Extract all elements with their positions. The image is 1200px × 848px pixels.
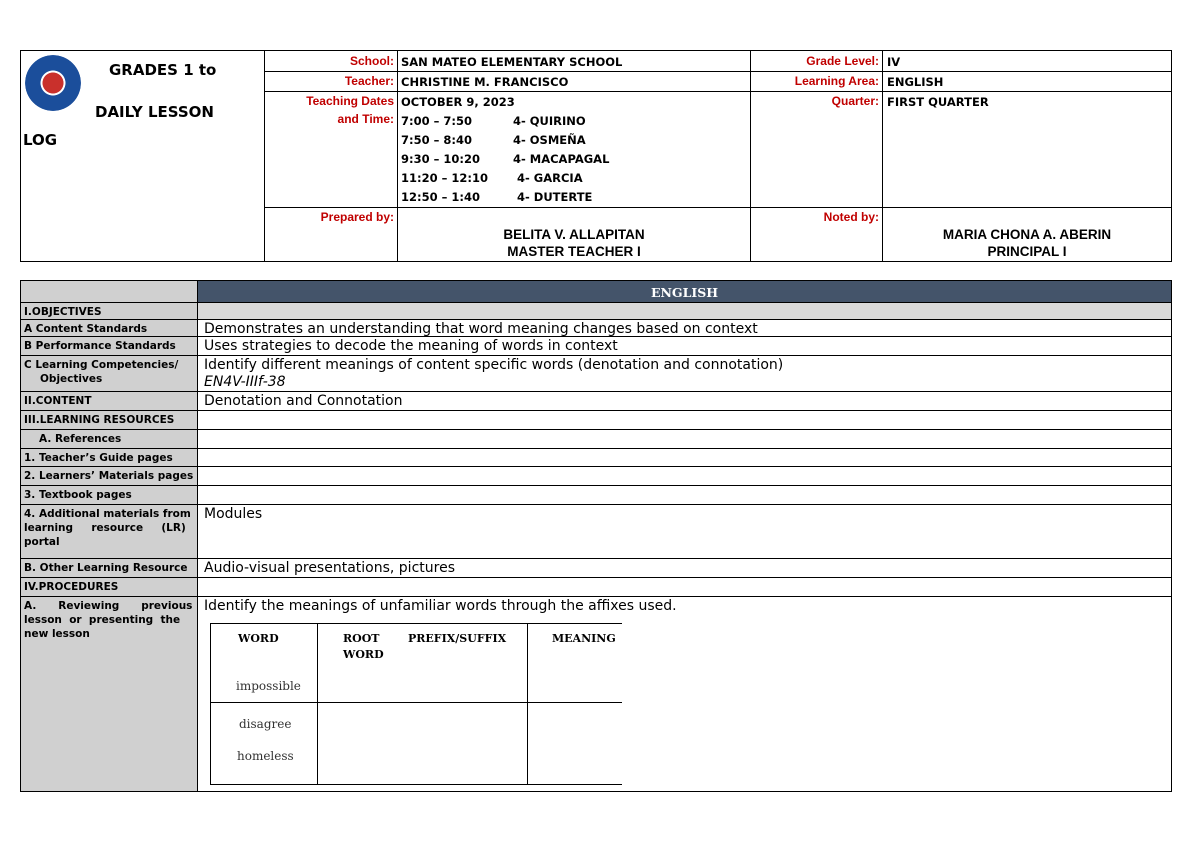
table-row xyxy=(20,303,1172,320)
row-label-line: new lesson xyxy=(24,628,90,640)
affix-word: impossible xyxy=(236,679,301,693)
lesson-table xyxy=(20,280,1172,763)
table-row xyxy=(20,578,1172,597)
teaching-dates-label: Teaching Dates xyxy=(306,94,394,108)
table-row xyxy=(20,337,1172,356)
learning-area-value: ENGLISH xyxy=(887,75,944,89)
dll-title: DAILY LESSON xyxy=(95,103,214,121)
row-label-line: 4. Additional materials from xyxy=(24,508,191,520)
table-row xyxy=(20,467,1172,486)
row-label: 1. Teacher’s Guide pages xyxy=(20,449,198,466)
row-value: Identify the meanings of unfamiliar words through the affixes used. xyxy=(198,597,1172,791)
schedule-time: 12:50 – 1:40 xyxy=(401,190,480,204)
competency-text: Identify different meanings of content specific words (denotation and connotation) xyxy=(204,357,784,373)
affix-table xyxy=(210,623,622,785)
noted-signature xyxy=(883,226,1171,260)
row-value: Uses strategies to decode the meaning of words in context xyxy=(198,337,1172,355)
row-value: Audio-visual presentations, pictures xyxy=(198,559,1172,577)
row-label: B Performance Standards xyxy=(20,337,198,355)
schedule-section: 4- MACAPAGAL xyxy=(513,152,610,166)
table-row xyxy=(20,320,1172,337)
header-word: WORD xyxy=(238,632,279,645)
divider xyxy=(210,702,622,703)
divider xyxy=(264,207,1171,208)
grades-title: GRADES 1 to xyxy=(109,61,217,79)
grade-level-value: IV xyxy=(887,55,901,69)
row-label: 3. Textbook pages xyxy=(20,486,198,504)
row-label xyxy=(20,281,198,302)
learning-area-label: Learning Area: xyxy=(794,74,879,88)
row-value: Modules xyxy=(198,505,1172,558)
table-row xyxy=(20,505,1172,559)
row-value xyxy=(198,486,1172,504)
row-value xyxy=(198,411,1172,429)
divider xyxy=(527,623,528,785)
subject-header: ENGLISH xyxy=(198,281,1172,302)
row-label: I.OBJECTIVES xyxy=(20,303,198,319)
row-label-line: C Learning Competencies/ xyxy=(24,359,179,371)
row-value xyxy=(198,467,1172,485)
header-table xyxy=(20,50,1172,262)
table-row xyxy=(20,411,1172,430)
row-label-line: A. Reviewing previous xyxy=(24,600,193,612)
noted-name: MARIA CHONA A. ABERIN xyxy=(942,227,1112,242)
row-value xyxy=(198,578,1172,596)
row-label-line: portal xyxy=(24,536,60,548)
table-row xyxy=(20,281,1172,303)
row-label-line: Objectives xyxy=(40,373,103,385)
table-row xyxy=(20,430,1172,449)
teacher-label: Teacher: xyxy=(344,74,394,88)
table-row xyxy=(20,356,1172,392)
divider xyxy=(750,51,751,261)
school-value: SAN MATEO ELEMENTARY SCHOOL xyxy=(401,55,623,69)
row-value xyxy=(198,303,1172,319)
row-label: A. References xyxy=(20,430,198,448)
schedule-section: 4- QUIRINO xyxy=(513,114,586,128)
divider xyxy=(264,71,1171,72)
header-meaning: MEANING xyxy=(552,632,616,645)
row-value: Demonstrates an understanding that word meaning changes based on context xyxy=(198,320,1172,336)
row-label xyxy=(20,505,198,558)
row-label-line: lesson or presenting the xyxy=(24,614,181,626)
schedule-time: 7:00 – 7:50 xyxy=(401,114,472,128)
table-row xyxy=(20,392,1172,411)
prepared-name: BELITA V. ALLAPITAN xyxy=(503,227,645,242)
row-label: III.LEARNING RESOURCES xyxy=(20,411,198,429)
row-value xyxy=(198,449,1172,466)
header-root: ROOT xyxy=(343,632,380,645)
divider xyxy=(317,623,318,785)
divider xyxy=(264,91,1171,92)
school-label: School: xyxy=(350,54,394,68)
row-label xyxy=(20,356,198,391)
row-label-line: learning resource (LR) xyxy=(24,522,186,534)
table-row xyxy=(20,486,1172,505)
schedule-section: 4- GARCIA xyxy=(517,171,583,185)
prepared-title: MASTER TEACHER I xyxy=(507,244,641,259)
header-prefix-suffix: PREFIX/SUFFIX xyxy=(408,632,507,645)
affix-word: homeless xyxy=(237,749,294,763)
row-label: A Content Standards xyxy=(20,320,198,336)
header-root-word: WORD xyxy=(343,648,384,661)
schedule-time: 7:50 – 8:40 xyxy=(401,133,472,147)
row-label: IV.PROCEDURES xyxy=(20,578,198,596)
schedule-section: 4- OSMEÑA xyxy=(513,133,586,147)
row-label: II.CONTENT xyxy=(20,392,198,410)
row-label xyxy=(20,597,198,791)
schedule-time: 9:30 – 10:20 xyxy=(401,152,480,166)
schedule-section: 4- DUTERTE xyxy=(517,190,593,204)
prepared-by-label: Prepared by: xyxy=(320,210,394,224)
teaching-date-value: OCTOBER 9, 2023 xyxy=(401,95,515,109)
prepared-signature xyxy=(398,226,750,260)
quarter-label: Quarter: xyxy=(831,94,879,108)
quarter-value: FIRST QUARTER xyxy=(887,95,989,109)
grade-level-label: Grade Level: xyxy=(806,54,879,68)
row-value xyxy=(198,430,1172,448)
row-label: B. Other Learning Resource xyxy=(20,559,198,577)
row-value xyxy=(198,356,1172,391)
competency-code: EN4V-IIIf-38 xyxy=(204,374,286,390)
teaching-time-label: and Time: xyxy=(337,112,394,126)
noted-by-label: Noted by: xyxy=(823,210,879,224)
deped-seal-icon xyxy=(25,55,81,111)
row-label: 2. Learners’ Materials pages xyxy=(20,467,198,485)
schedule-time: 11:20 – 12:10 xyxy=(401,171,488,185)
table-row xyxy=(20,449,1172,467)
noted-title: PRINCIPAL I xyxy=(987,244,1067,259)
table-row xyxy=(20,559,1172,578)
divider xyxy=(264,51,265,261)
log-title: LOG xyxy=(23,131,58,149)
teacher-value: CHRISTINE M. FRANCISCO xyxy=(401,75,569,89)
affix-word: disagree xyxy=(239,717,292,731)
row-value: Denotation and Connotation xyxy=(198,392,1172,410)
